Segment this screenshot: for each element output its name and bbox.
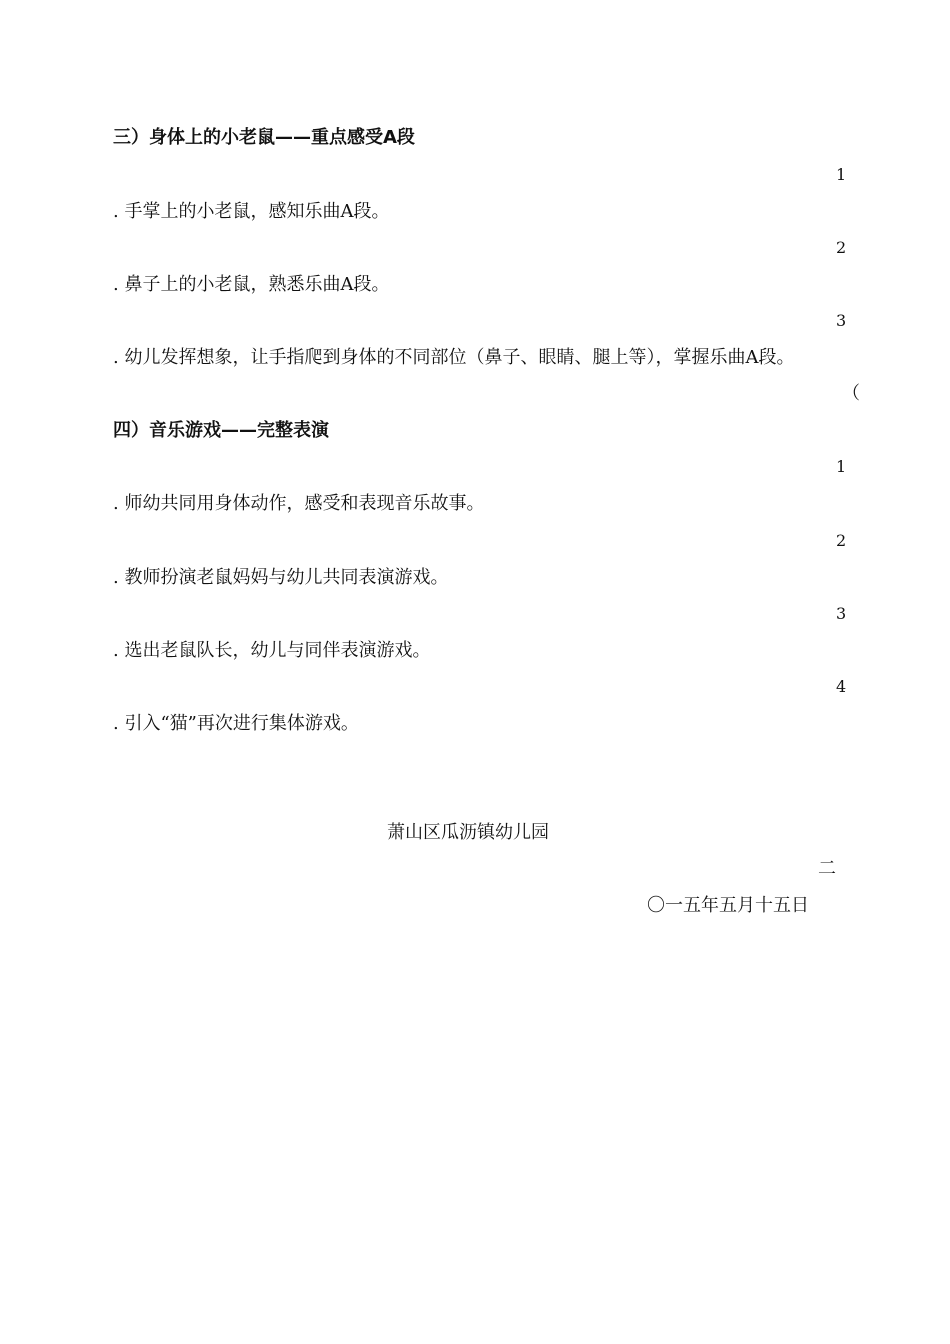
item-number: 1: [836, 457, 847, 476]
item-text: . 教师扮演老鼠妈妈与幼儿共同表演游戏。: [113, 567, 449, 588]
item-text: . 手掌上的小老鼠，感知乐曲A段。: [113, 201, 390, 222]
signature-date-prefix: 二: [818, 858, 836, 879]
item-text: . 引入“猫”再次进行集体游戏。: [113, 713, 359, 734]
item-number: 3: [836, 311, 847, 330]
signature-date: 〇一五年五月十五日: [647, 895, 809, 916]
item-text: . 鼻子上的小老鼠，熟悉乐曲A段。: [113, 274, 390, 295]
item-number: 3: [836, 604, 847, 623]
item-number: 4: [836, 677, 847, 696]
item-text: . 选出老鼠队长，幼儿与同伴表演游戏。: [113, 640, 431, 661]
item-number: 2: [836, 531, 847, 550]
section-heading-3: 三）身体上的小老鼠——重点感受A段: [113, 127, 415, 148]
item-number: 2: [836, 238, 847, 257]
trailing-paren: （: [842, 383, 860, 404]
item-text: . 师幼共同用身体动作，感受和表现音乐故事。: [113, 493, 485, 514]
item-number: 1: [836, 165, 847, 184]
item-text: . 幼儿发挥想象，让手指爬到身体的不同部位（鼻子、眼睛、腿上等），掌握乐曲A段。: [113, 347, 795, 368]
section-heading-4: 四）音乐游戏——完整表演: [113, 420, 329, 441]
signature-org: 萧山区瓜沥镇幼儿园: [387, 822, 549, 843]
